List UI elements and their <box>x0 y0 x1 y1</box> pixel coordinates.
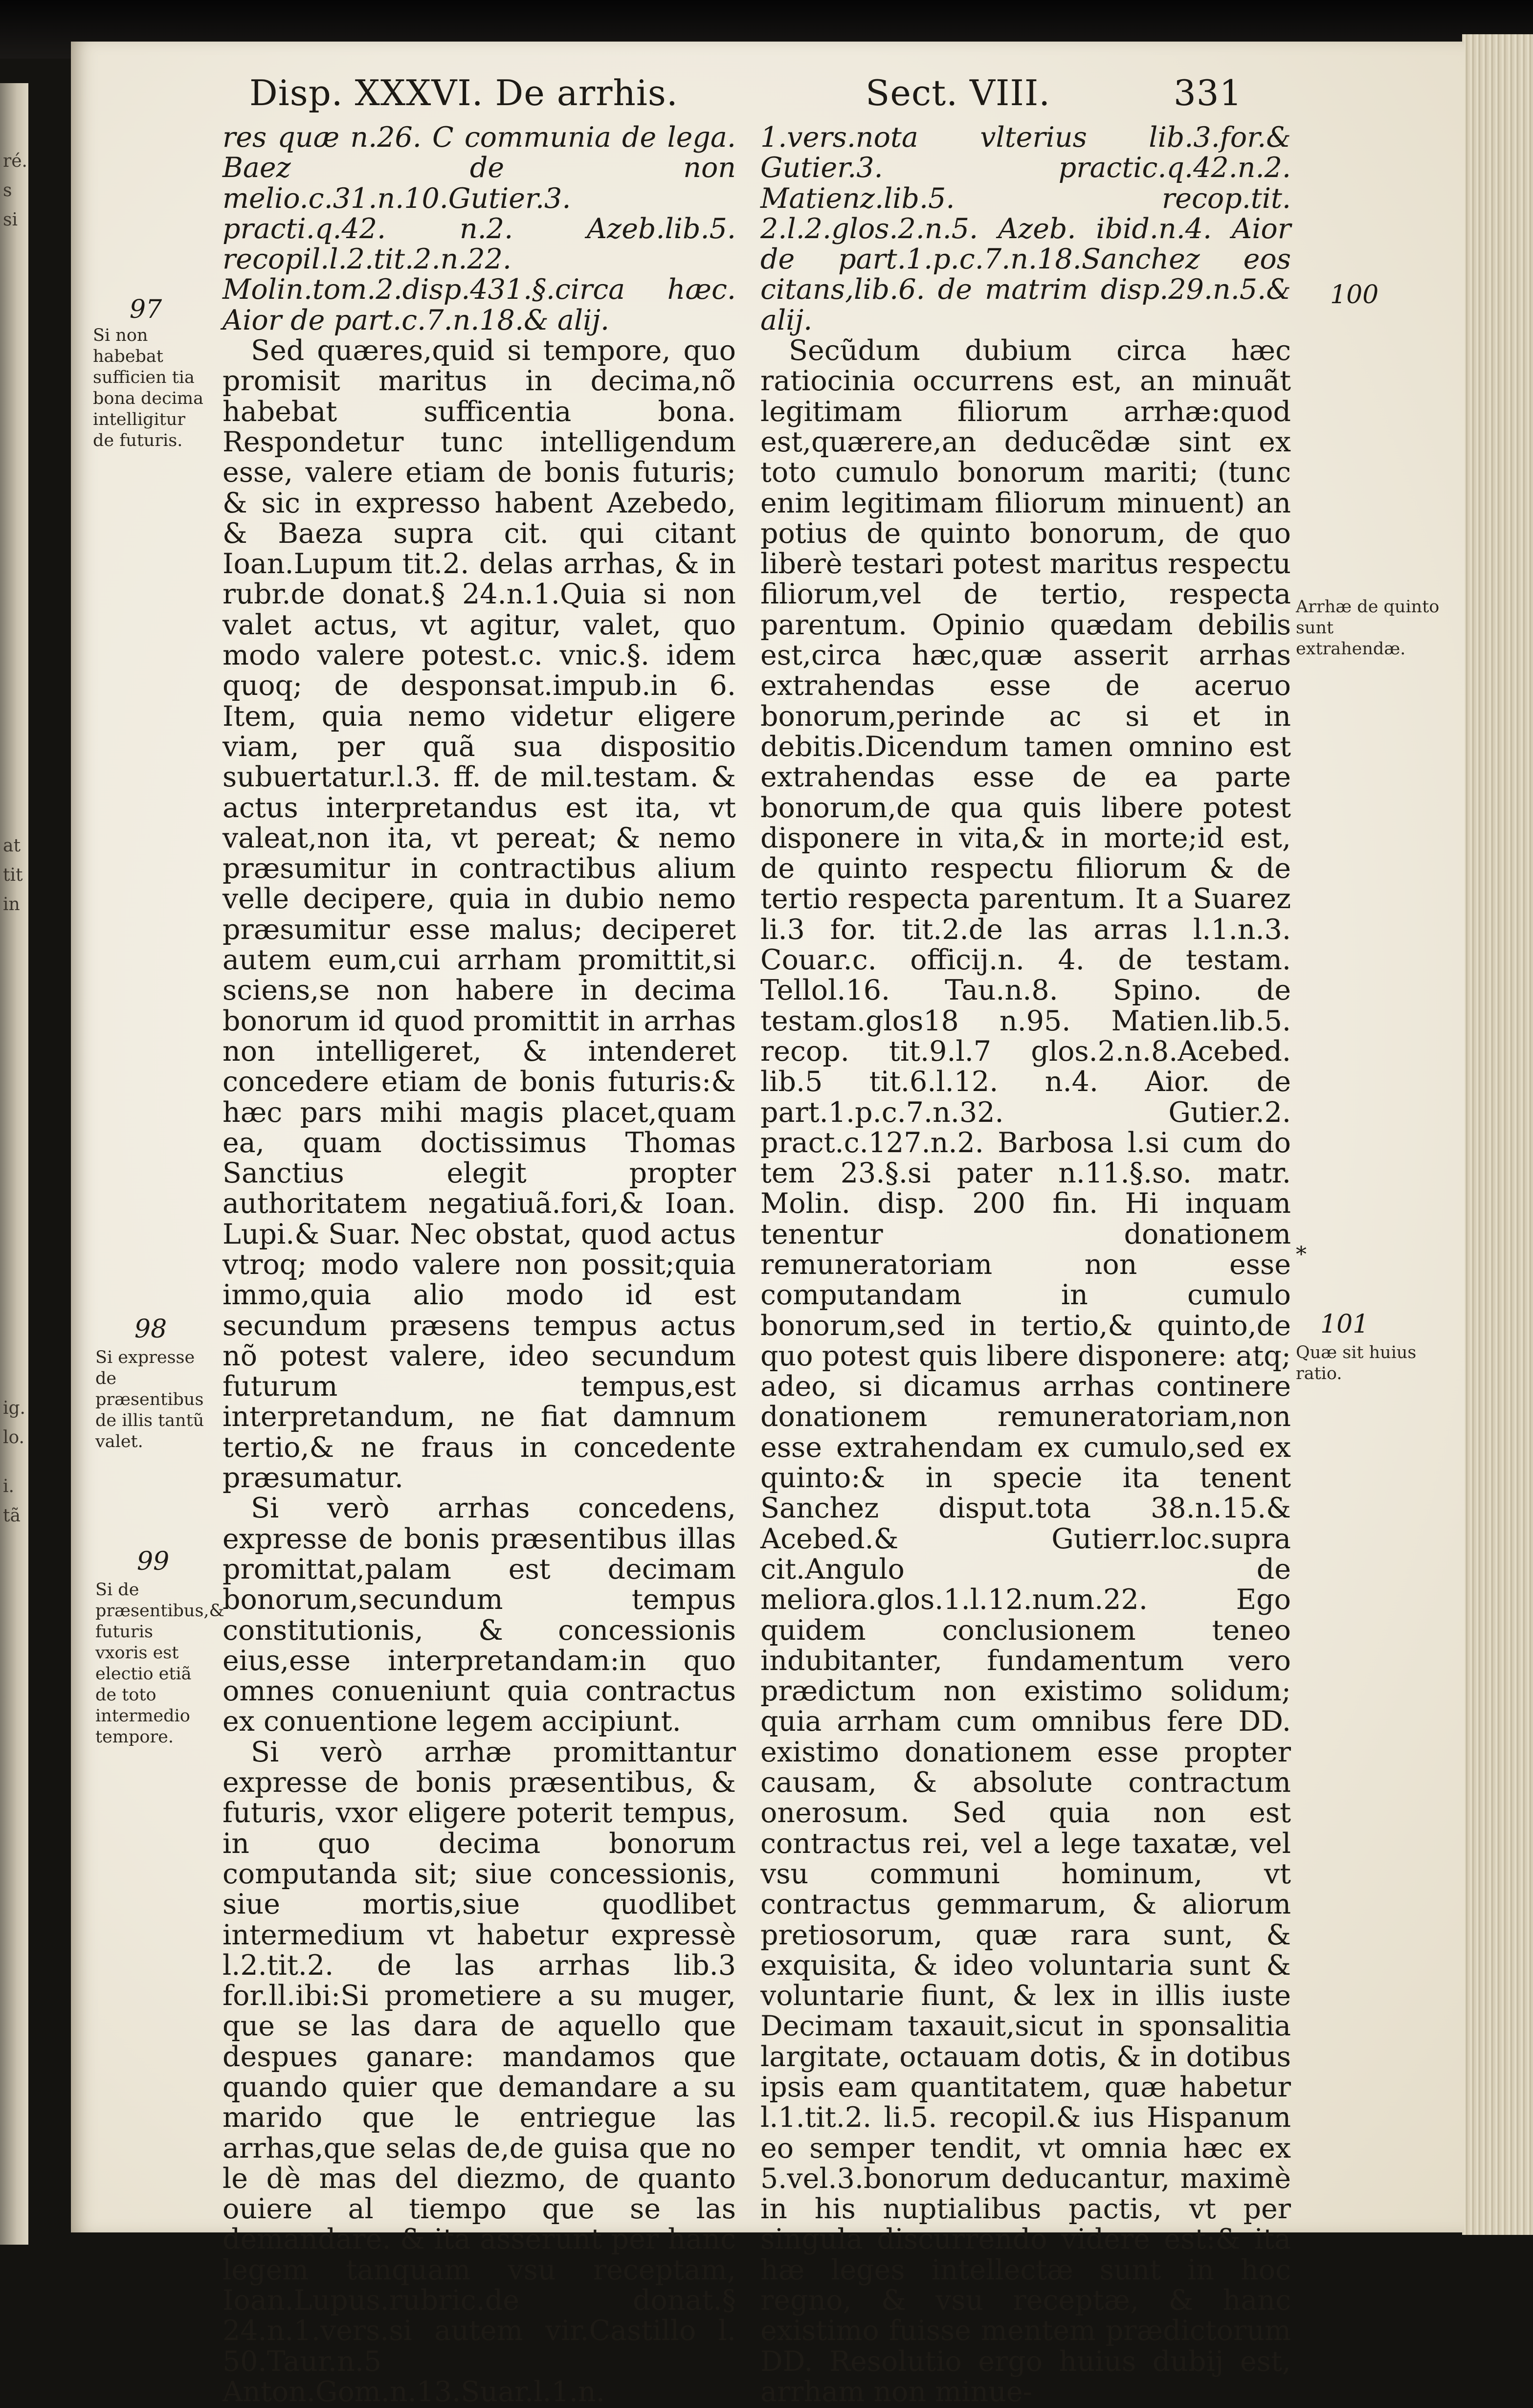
margin-number-99: 99 <box>137 1547 170 1576</box>
paragraph-97: Sed quæres,quid si tempore, quo promisit maritus in decima,nõ habebat sufficentia bona. Respondetur tunc intelligendum esse, valere etiam de bonis futuris; & sic in expresso habent Azebedo, & Baeza supra cit. qui citant Ioan.Lupum tit.2. delas arrhas, & in rubr.de donat.§ 24.n.1.Quia si non valet actus, vt agitur, valet, quo modo valere potest.c. vnic.§. idem quoq; de desponsat.impub.in 6. Item, quia nemo videtur eligere viam, per quã sua dispositio subuertatur.l.3. ff. de mil.testam. & actus interpretandus est ita, vt valeat,non ita, vt pereat; & nemo præsumitur in contractibus alium velle decipere, quia in dubio nemo præsumitur esse malus; deciperet autem eum,cui arrham promittit,si sciens,se non habere in decima bonorum id quod promittit in arrhas non intelligeret, & intenderet concedere etiam de bonis futuris:& hæc pars mihi magis placet,quam ea, quam doctissimus Thomas Sanctius elegit propter authoritatem negatiuã.fori,& Ioan. Lupi.& Suar. Nec obstat, quod actus vtroq; modo valere non possit;quia immo,quia alio modo id est secundum præsens tempus actus nõ potest valere, ideo secundum futurum tempus,est interpretandum, ne fiat damnum tertio,& ne fraus in concedente præsumatur. <box>222 334 736 1494</box>
sliver-fragment: ig. <box>3 1398 26 1418</box>
sliver-fragment: tit <box>3 865 23 885</box>
margin-number-100: 100 <box>1330 280 1379 310</box>
sliver-fragment: ré. <box>3 151 27 171</box>
sliver-fragment: s <box>3 180 12 201</box>
sliver-fragment: in <box>3 894 20 914</box>
citation-paragraph: 1.vers.nota vlterius lib.3.for.& Gutier.3. practic.q.42.n.2. Matienz.lib.5. recop.tit. 2.l.2.glos.2.n.5. Azeb. ibid.n.4. Aior de part.1.p.c.7.n.18.Sanchez eos citans,lib.6. de matrim disp.29.n.5.& alij. <box>760 121 1291 336</box>
margin-note-98: Si expresse de præsentibus de illis tantũ valet. <box>95 1348 204 1451</box>
sliver-fragment: lo. <box>3 1427 24 1448</box>
sliver-fragment: i. <box>3 1476 14 1496</box>
margin-number-97: 97 <box>130 295 162 324</box>
margin-note-arrhae: Arrhæ de quinto sunt extrahendæ. <box>1296 597 1440 659</box>
paragraph-100: Secũdum dubium circa hæc ratiocinia occurrens est, an minuãt legitimam filiorum arrhæ:quod est,quærere,an deducẽdæ sint ex toto cumulo bonorum mariti; (tunc enim legitimam filiorum minuent) an potius de quinto bonorum, de quo liberè testari potest maritus respectu filiorum,vel de tertio, respecta parentum. Opinio quædam debilis est,circa hæc,quæ asserit arrhas extrahendas esse de aceruo bonorum,perinde ac si et in debitis.Dicendum tamen omnino est extrahendas esse de ea parte bonorum,de qua quis libere potest disponere in vita,& in morte;id est, de quinto respectu filiorum & de tertio respecta parentum. It a Suarez li.3 for. tit.2.de las arras l.1.n.3. Couar.c. officij.n. 4. de testam. Tellol.16. Tau.n.8. Spino. de testam.glos18 n.95. Matien.lib.5. recop. tit.9.l.7 glos.2.n.8.Acebed. lib.5 tit.6.l.12. n.4. Aior. de part.1.p.c.7.n.32. Gutier.2. pract.c.127.n.2. Barbosa l.si cum do tem 23.§.si pater n.11.§.so. matr. Molin. disp. 200 fin. Hi inquam tenentur donationem remuneratoriam non esse computandam in cumulo bonorum,sed in tertio,& quinto,de quo potest quis libere disponere: atq; adeo, si dicamus arrhas continere donationem remuneratoriam,non esse extrahendam ex cumulo,sed ex quinto:& in specie ita tenent Sanchez disput.tota 38.n.15.& Acebed.& Gutierr.loc.supra cit.Angulo de meliora.glos.1.l.12.num.22. Ego quidem conclusionem teneo indubitanter, fundamentum vero prædictum non existimo solidum; quia arrham cum omnibus fere DD. existimo donationem esse propter causam, & absolute contractum onerosum. Sed quia non est contractus rei, vel a lege taxatæ, vel vsu communi hominum, vt contractus gemmarum, & aliorum pretiosorum, quæ rara sunt, & exquisita, & ideo voluntaria sunt & voluntarie fiunt, & lex in illis iuste Decimam taxauit,sicut in sponsalitia largitate, octauam dotis, & in dotibus ipsis eam quantitatem, quæ habetur l.1.tit.2. li.5. recopil.& ius Hispanum eo semper tendit, vt omnia hæc ex 5.vel.3.bonorum deducantur, maximè in his nuptialibus pactis, vt per singula discurrendo videre est:& ita hæ leges intellectæ sunt in hoc regno, & vsu receptæ, & hanc existimo fuisse mentem prædictorum DD. Resolutio ergo huius dubij est, arrham non minue- <box>760 334 1291 2408</box>
sliver-fragment: tã <box>3 1506 21 1526</box>
running-head-title: Disp. XXXVI. De arrhis. <box>249 72 678 113</box>
page-number: 331 <box>1174 72 1243 113</box>
margin-note-99: Si de præsentibus,& futuris vxoris est electio etiã de toto intermedio tempore. <box>95 1580 224 1747</box>
margin-note-97: Si non habebat sufficien tia bona decima intelligitur de futuris. <box>93 326 203 450</box>
text-column-right <box>760 122 1291 2407</box>
margin-number-98: 98 <box>134 1315 167 1344</box>
page-stack-edge <box>1462 34 1533 2235</box>
margin-asterisk: * <box>1296 1242 1307 1267</box>
previous-page-edge <box>0 83 28 2245</box>
paragraph-99: Si verò arrhæ promittantur expresse de bonis præsentibus, & futuris, vxor eligere poterit tempus, in quo decima bonorum computanda sit; siue concessionis, siue mortis,siue quodlibet intermedium vt habetur expressè l.2.tit.2. de las arrhas lib.3 for.ll.ibi:Si prometiere a su muger, que se las dara de aquello que despues ganare: mandamos que quando quier que demandare a su marido que le entriegue las arrhas,que selas de,de guisa que no le dè mas del diezmo, de quanto ouiere al tiempo que se las demandare. & ita asserunt per hanc legem tanquam vsu receptam, Ioan.Lupus.rubric.de donat.§ 24.n.1.vers.si autem vir.Castillo l. 50.Taur.n.5 Anton.Gom.n.13.Suar.l.1.n. <box>222 1736 736 2408</box>
margin-number-101: 101 <box>1320 1310 1369 1339</box>
citation-paragraph: res quæ n.26. C communia de lega. Baez de non melio.c.31.n.10.Gutier.3. practi.q.42. n.2. Azeb.lib.5. recopil.l.2.tit.2.n.22. Molin.tom.2.disp.431.§.circa hæc. Aior de part.c.7.n.18.& alij. <box>222 121 736 336</box>
running-head-section: Sect. VIII. <box>866 72 1051 113</box>
margin-note-101: Quæ sit huius ratio. <box>1296 1343 1417 1383</box>
text-column-left <box>222 122 736 2407</box>
sliver-fragment: at <box>3 836 21 856</box>
paragraph-98: Si verò arrhas concedens, expresse de bonis præsentibus illas promittat,palam est decimam bonorum,secundum tempus constitutionis, & concessionis eius,esse interpretandam:in quo omnes conueniunt quia contractus ex conuentione legem accipiunt. <box>222 1492 736 1738</box>
sliver-fragment: si <box>3 210 18 230</box>
